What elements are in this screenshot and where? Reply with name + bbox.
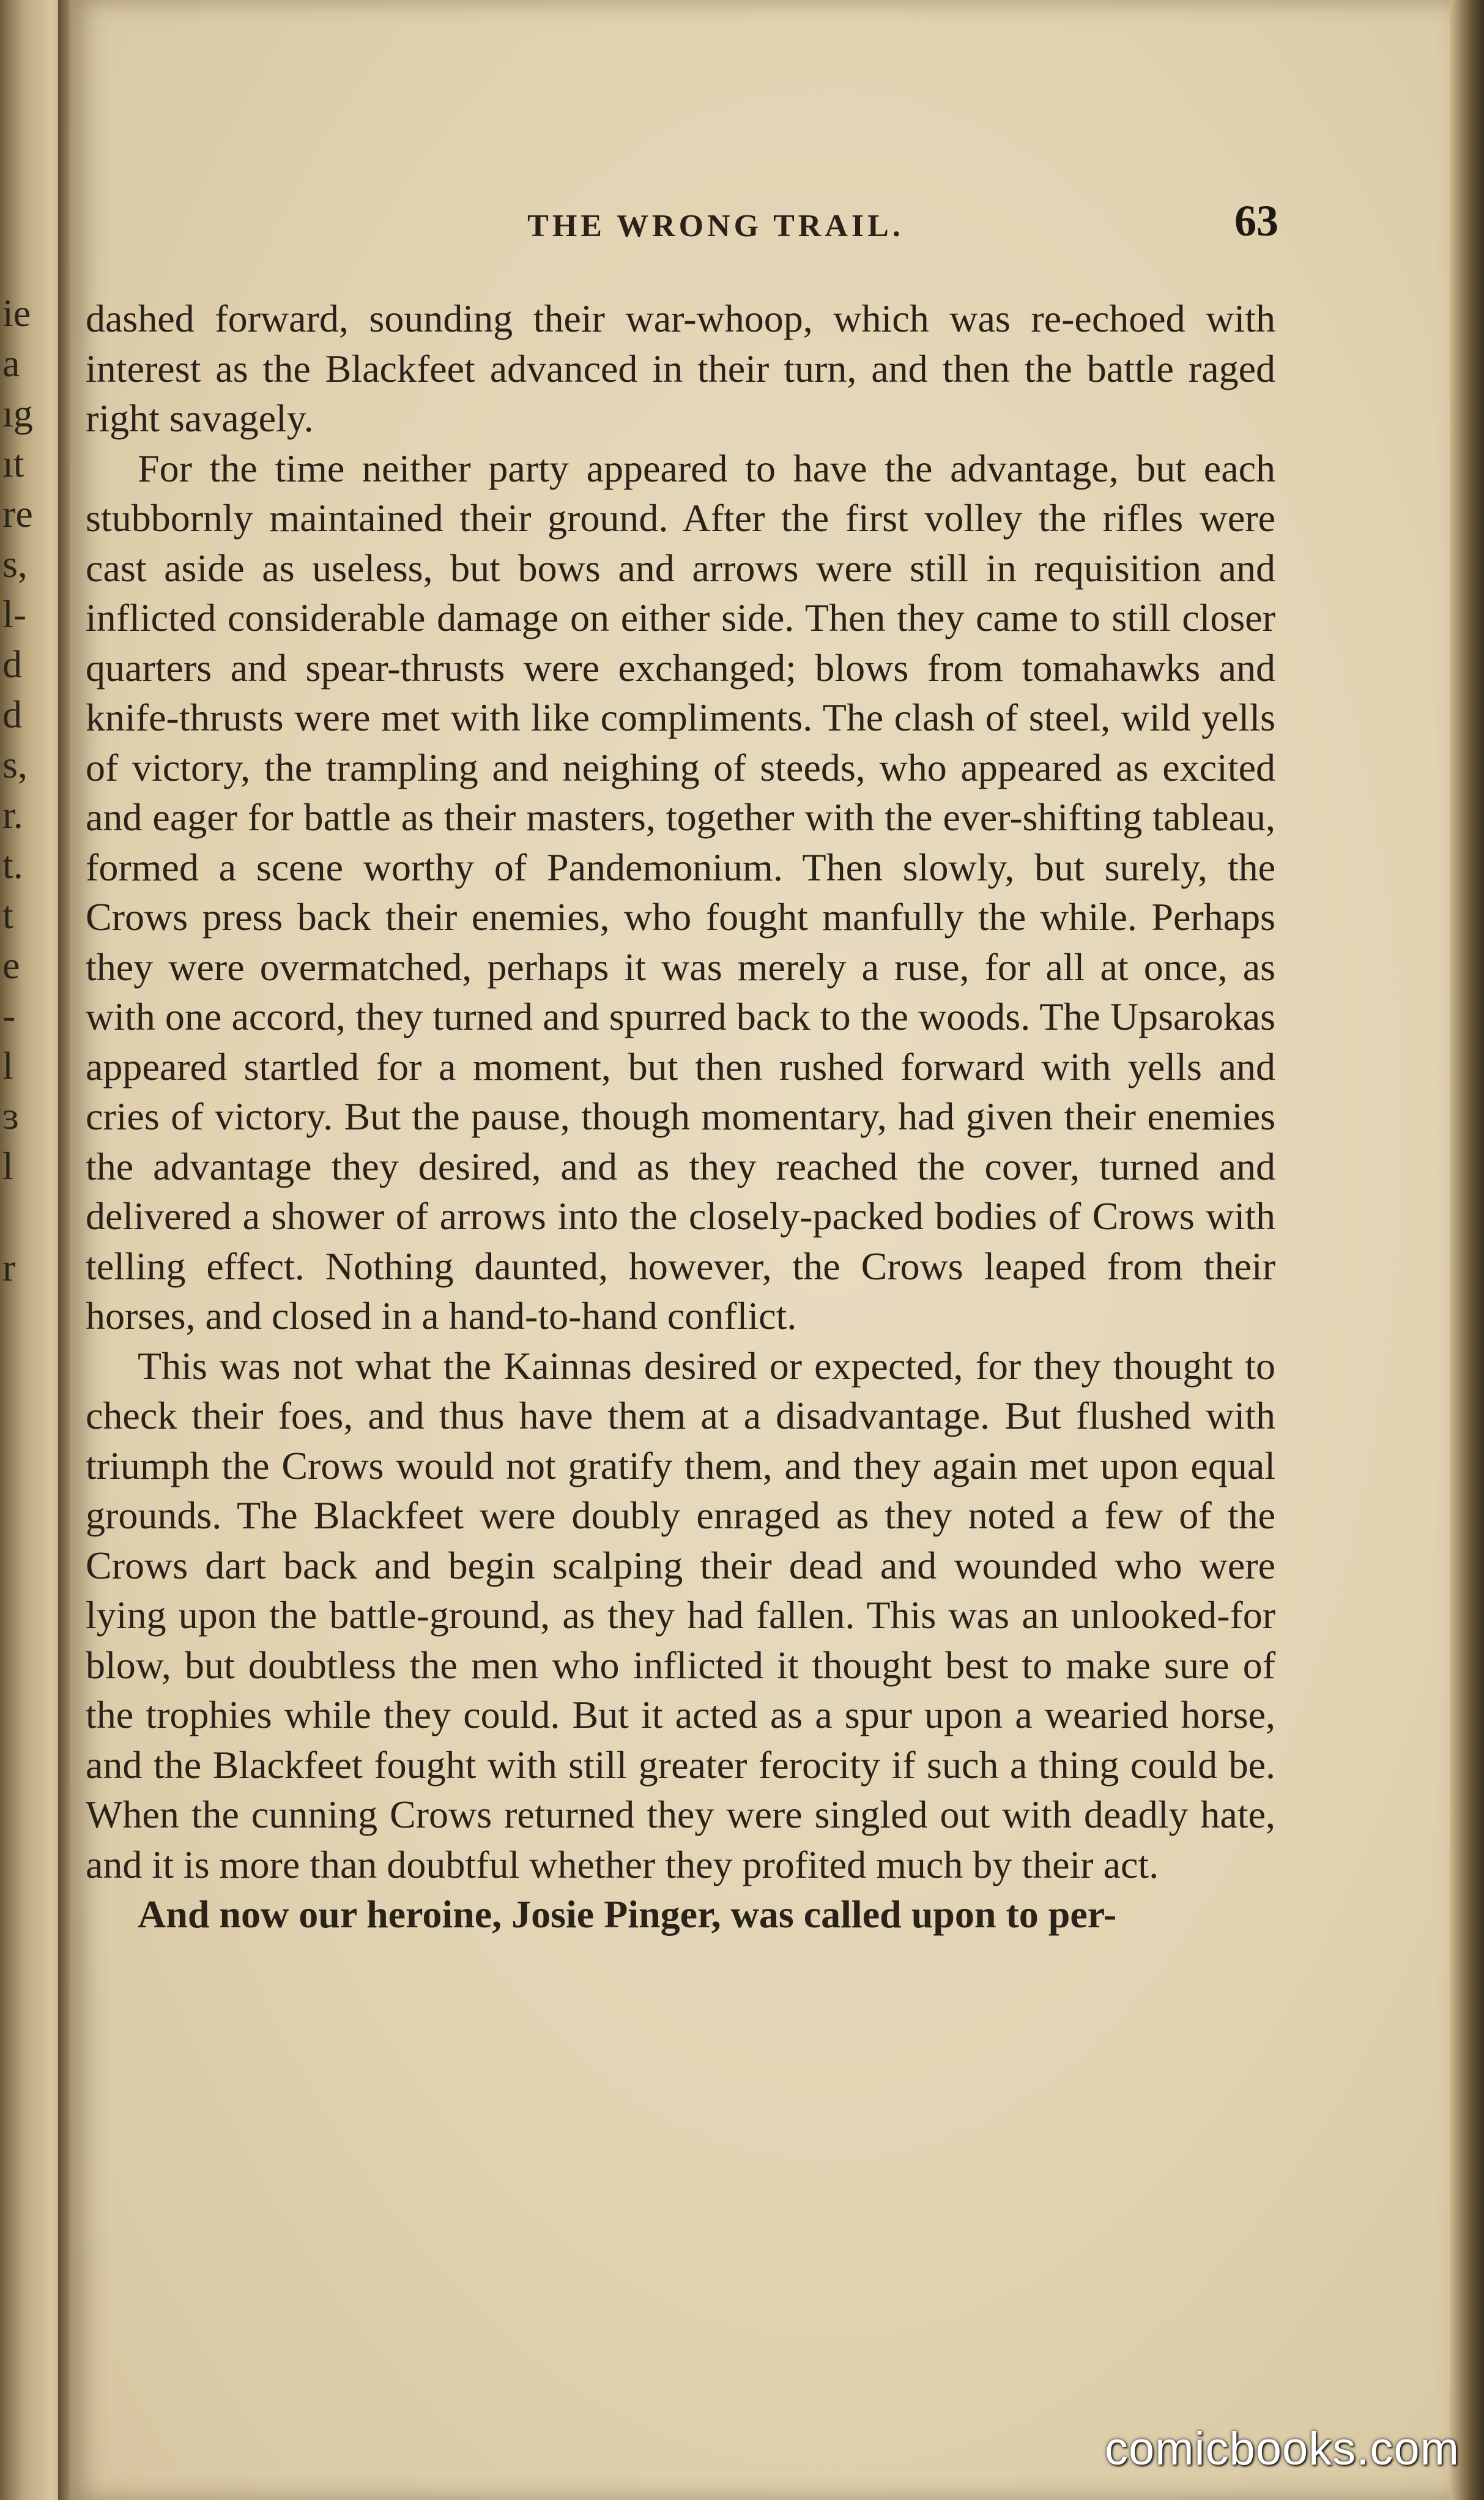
prev-page-fragment: l — [2, 1044, 13, 1087]
prev-page-fragment: t. — [2, 843, 23, 887]
paragraph: For the time neither party appeared to have the advantage, but each stubbornly maintained their ground. After the first volley the rifles were cast aside as useless, but bows and arrows were still in requisition and inflicted considerable damage on either side. Then they came to still closer quarters and spear-thrusts were exchanged; blows from tomahawks and knife-thrusts were met with like compliments. The clash of steel, wild yells of victory, the trampling and neighing of steeds, who appeared as excited and eager for battle as their masters, together with the ever-shifting tableau, formed a scene worthy of Pandemonium. Then slowly, but surely, the Crows press back their enemies, who fought manfully the while. Perhaps they were overmatched, perhaps it was merely a ruse, for all at once, as with one accord, they turned and spurred back to the woods. The Upsarokas appeared startled for a moment, but then rushed forward with yells and cries of victory. But the pause, though momentary, had given their enemies the advantage they desired, and as they reached the cover, turned and delivered a shower of arrows into the closely-packed bodies of Crows with telling effect. Nothing daunted, however, the Crows leaped from their horses, and closed in a hand-to-hand conflict. — [86, 446, 1275, 1337]
prev-page-fragment: a — [2, 341, 20, 385]
prev-page-fragment: e — [2, 943, 20, 987]
prev-page-fragment: r — [2, 1246, 16, 1289]
page-header — [153, 196, 1278, 257]
paragraph: And now our heroine, Josie Pinger, was called upon to per- — [138, 1892, 1117, 1936]
previous-page-edge — [0, 0, 64, 2500]
watermark: comicbooks.com — [1105, 2423, 1460, 2475]
prev-page-fragment: - — [2, 994, 16, 1037]
prev-page-fragment: d — [2, 642, 22, 686]
prev-page-fragment: ɜ — [2, 1094, 19, 1137]
prev-page-fragment: t — [2, 893, 13, 937]
paragraph: This was not what the Kainnas desired or expected, for they thought to check their foes, and thus have them at a disadvantage. But flushed with triumph the Crows would not gratify them, and they again met upon equal grounds. The Blackfeet were doubly enraged as they noted a few of the Crows dart back and begin scalping their dead and wounded who were lying upon the battle-ground, as they had fallen. This was an unlooked-for blow, but doubtless the men who inflicted it thought best to make sure of the trophies while they could. But it acted as a spur upon a wearied horse, and the Blackfeet fought with still greater ferocity if such a thing could be. When the cunning Crows returned they were singled out with deadly hate, and it is more than doubtful whether they profited much by their act. — [86, 1344, 1275, 1886]
prev-page-fragment: ıt — [2, 442, 24, 485]
prev-page-fragment: r. — [2, 793, 23, 836]
running-title: THE WRONG TRAIL. — [527, 209, 904, 244]
prev-page-fragment: l — [2, 1144, 13, 1188]
prev-page-fragment: re — [2, 492, 33, 535]
page-number: 63 — [1234, 196, 1278, 245]
paragraph: dashed forward, sounding their war-whoop, which was re-echoed with interest as the Blackfeet advanced in their turn, and then the battle raged right savagely. — [86, 297, 1275, 440]
prev-page-fragment: l- — [2, 592, 27, 636]
prev-page-fragment: s, — [2, 542, 28, 586]
body-text — [86, 294, 1275, 1940]
prev-page-fragment: ıg — [2, 392, 33, 435]
prev-page-fragment: ie — [2, 291, 31, 335]
prev-page-fragment: s, — [2, 743, 28, 786]
page-edge-shadow — [1450, 0, 1484, 2500]
prev-page-fragment: d — [2, 693, 22, 736]
